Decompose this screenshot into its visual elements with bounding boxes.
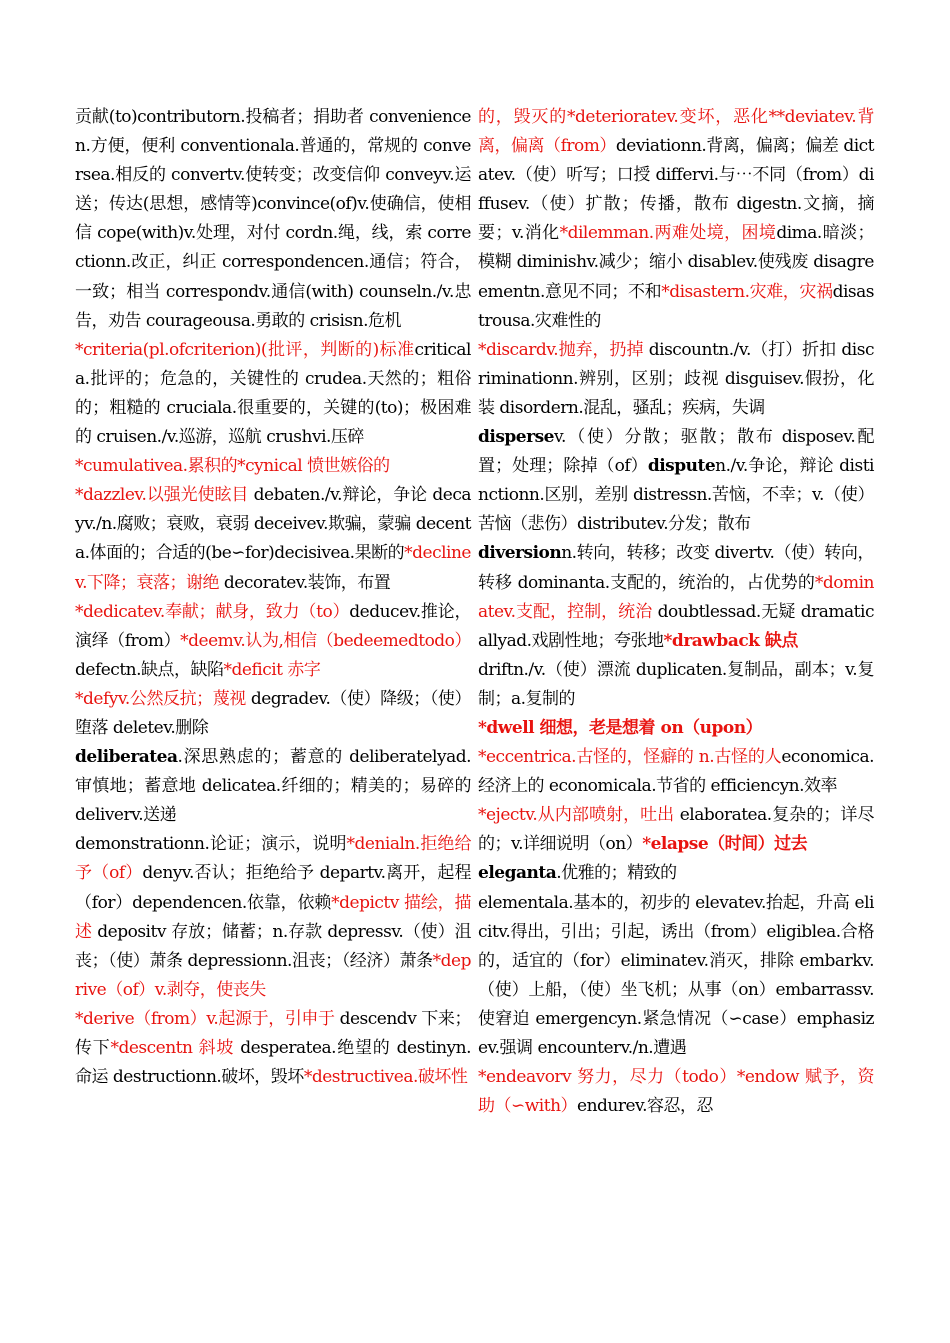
highlighted-vocab-entry: *dedicatev.奉献；献身，致力（to） bbox=[75, 601, 350, 622]
highlighted-vocab-entry: *derive（from）v.起源于，引申于 bbox=[75, 1008, 335, 1029]
highlighted-vocab-entry: *defyv.公然反抗；蔑视 bbox=[75, 688, 246, 709]
highlighted-vocab-entry: *ejectv.从内部喷射，吐出 bbox=[478, 805, 675, 826]
vocab-entry: .深思熟虑的；蓄意的 deliberatelyad.审慎地；蓄意地 delicatea.纤细的；精美的；易碎的 deliverv.送递 bbox=[75, 747, 471, 826]
vocab-entry: criticala.批评的；危急的，关键性的 crudea.天然的；粗俗的；粗糙的 cruciala.很重要的，关键的(to)；极困难的 cruisen./v.巡游，巡航 crushvi.压碎 bbox=[75, 339, 471, 448]
vocab-entry: disastrousa.灾难性的 bbox=[478, 281, 874, 331]
highlighted-vocab-entry: *dominatev.支配，控制，统治 bbox=[478, 572, 874, 622]
left-column bbox=[75, 103, 471, 1092]
vocab-entry: deliberatea bbox=[75, 747, 178, 768]
vocab-entry: desperatea.绝望的 destinyn.命运 destructionn.破坏，毁坏 bbox=[75, 1038, 471, 1088]
vocab-entry: depositv 存放；储蓄；n.存款 depressv.（使）沮丧；（使）萧条 depressionn.沮丧；（经济）萧条 bbox=[75, 921, 472, 971]
vocab-entry: demonstrationn.论证；演示，说明 bbox=[75, 834, 347, 855]
highlighted-vocab-entry: 的，毁灭的*deterioratev.变坏，恶化**deviatev.背离，偏离（from） bbox=[478, 107, 874, 157]
vocab-entry: n./v.争论，辩论 distinctionn.区别，差别 distressn.苦恼，不幸；v.（使）苦恼（悲伤）distributev.分发；散布 bbox=[478, 456, 874, 535]
highlighted-vocab-entry: *drawback 缺点 bbox=[663, 630, 798, 651]
highlighted-vocab-entry: *disastern.灾难，灾祸 bbox=[661, 281, 833, 302]
highlighted-vocab-entry: *dilemman.两难处境，困境 bbox=[559, 223, 777, 244]
highlighted-vocab-entry: *cumulativea.累积的*cynical 愤世嫉俗的 bbox=[75, 456, 390, 477]
right-column bbox=[478, 103, 874, 1121]
highlighted-vocab-entry: *dazzlev.以强光使眩目 bbox=[75, 485, 249, 506]
vocab-entry: .优雅的；精致的 bbox=[556, 863, 677, 884]
vocab-entry: disperse bbox=[478, 427, 554, 448]
highlighted-vocab-entry: *deficit 赤字 bbox=[223, 659, 321, 680]
vocab-entry: deviationn.背离，偏离；偏差 dictatev.（使）听写；口授 differvi.与⋯不同（from）diffusev.（使）扩散；传播，散布 digestn.文摘，摘要；v.消化 bbox=[478, 136, 875, 244]
vocab-entry: elementala.基本的，初步的 elevatev.抬起，升高 elicitv.得出，引出；引起，诱出（from）eligiblea.合格的，适宜的（for）eliminatev.消灭，排除 embarkv.（使）上船，（使）坐飞机；从事（on）embarrassv.使窘迫 emergencyn.紧急情况（∽case）emphasizev.强调 encounterv./n.遭遇 bbox=[478, 892, 874, 1058]
vocab-entry: driftn./v.（使）漂流 duplicaten.复制品，副本；v.复制；a.复制的 bbox=[478, 659, 874, 709]
vocab-entry: v.（使）分散；驱散；散布 disposev.配置；处理；除掉（of） bbox=[478, 427, 874, 477]
highlighted-vocab-entry: *elapse（时间）过去 bbox=[642, 834, 808, 855]
vocab-entry: n.转向，转移；改变 divertv.（使）转向，转移 dominanta.支配的，统治的，占优势的 bbox=[478, 543, 874, 593]
highlighted-vocab-entry: *endow 赋予，资助（∽with） bbox=[478, 1067, 874, 1117]
vocab-entry: elaboratea.复杂的；详尽的；v.详细说明（on） bbox=[478, 805, 874, 855]
vocab-entry: economica.经济上的 economicala.节省的 efficiencyn.效率 bbox=[478, 747, 874, 797]
vocab-entry: discountn./v.（打）折扣 discriminationn.辨别，区别；歧视 disguisev.假扮，化装 disordern.混乱，骚乱；疾病，失调 bbox=[478, 339, 874, 418]
highlighted-vocab-entry: *deprive（of）v.剥夺，使丧失 bbox=[75, 950, 471, 1000]
highlighted-vocab-entry: *criteria(pl.ofcriterion)(批评，判断的)标准 bbox=[75, 339, 415, 360]
highlighted-vocab-entry: *declinev.下降；衰落；谢绝 bbox=[75, 543, 471, 593]
vocab-entry: dima.暗淡；模糊 diminishv.减少；缩小 disablev.使残废 disagreementn.意见不同；不和 bbox=[478, 223, 875, 302]
vocab-entry: decoratev.装饰，布置 bbox=[219, 572, 391, 593]
highlighted-vocab-entry: *destructivea.破坏性 bbox=[303, 1067, 468, 1088]
vocab-entry: dispute bbox=[647, 456, 716, 477]
vocab-entry: denyv.否认；拒绝给予 departv.离开，起程（for）dependencen.依靠，依赖 bbox=[75, 863, 471, 913]
vocab-entry: eleganta bbox=[478, 863, 557, 884]
vocab-entry: diversion bbox=[478, 543, 562, 564]
vocab-entry: debaten./v.辩论，争论 decayv./n.腐败；衰败，衰弱 deceivev.欺骗，蒙骗 decenta.体面的；合适的(be∽for)decisivea.果断的 bbox=[75, 485, 471, 564]
vocab-entry: endurev.容忍，忍 bbox=[577, 1096, 714, 1117]
highlighted-vocab-entry: *dwell 细想，老是想着 on（upon） bbox=[478, 717, 763, 738]
highlighted-vocab-entry: *depictv 描绘，描述 bbox=[75, 892, 471, 942]
highlighted-vocab-entry: *endeavorv 努力，尽力（todo） bbox=[478, 1067, 737, 1088]
vocab-entry: 贡献(to)contributorn.投稿者；捐助者 conveniencen.方便，便利 conventionala.普通的，常规的 conversea.相反的 convertv.使转变；改变信仰 conveyv.运送；传达(思想，感情等)convince(of)v.使确信，使相信 cope(with)v.处理，对付 cordn.绳，线，索 correctionn.改正，纠正 correspondencen.通信；符合，一致；相当 correspondv.通信(with) counseln./v.忠告，劝告 courageousa.勇敢的 crisisn.危机 bbox=[75, 107, 471, 331]
highlighted-vocab-entry: *denialn.拒绝给予（of） bbox=[75, 834, 471, 884]
highlighted-vocab-entry: *deemv.认为,相信（bedeemedtodo） bbox=[180, 630, 471, 651]
highlighted-vocab-entry: *descentn 斜坡 bbox=[110, 1038, 235, 1058]
vocab-entry: defectn.缺点，缺陷 bbox=[75, 659, 224, 680]
vocab-entry: doubtlessad.无疑 dramaticallyad.戏剧性地；夸张地 bbox=[478, 601, 874, 651]
highlighted-vocab-entry: *discardv.抛弃，扔掉 bbox=[478, 339, 644, 360]
vocab-entry: deducev.推论，演绎（from） bbox=[75, 601, 471, 651]
vocab-entry: degradev.（使）降级；（使）堕落 deletev.删除 bbox=[75, 688, 471, 738]
vocab-entry: descendv 下来；传下 bbox=[75, 1008, 471, 1058]
highlighted-vocab-entry: *eccentrica.古怪的，怪癖的 n.古怪的人 bbox=[478, 747, 782, 768]
